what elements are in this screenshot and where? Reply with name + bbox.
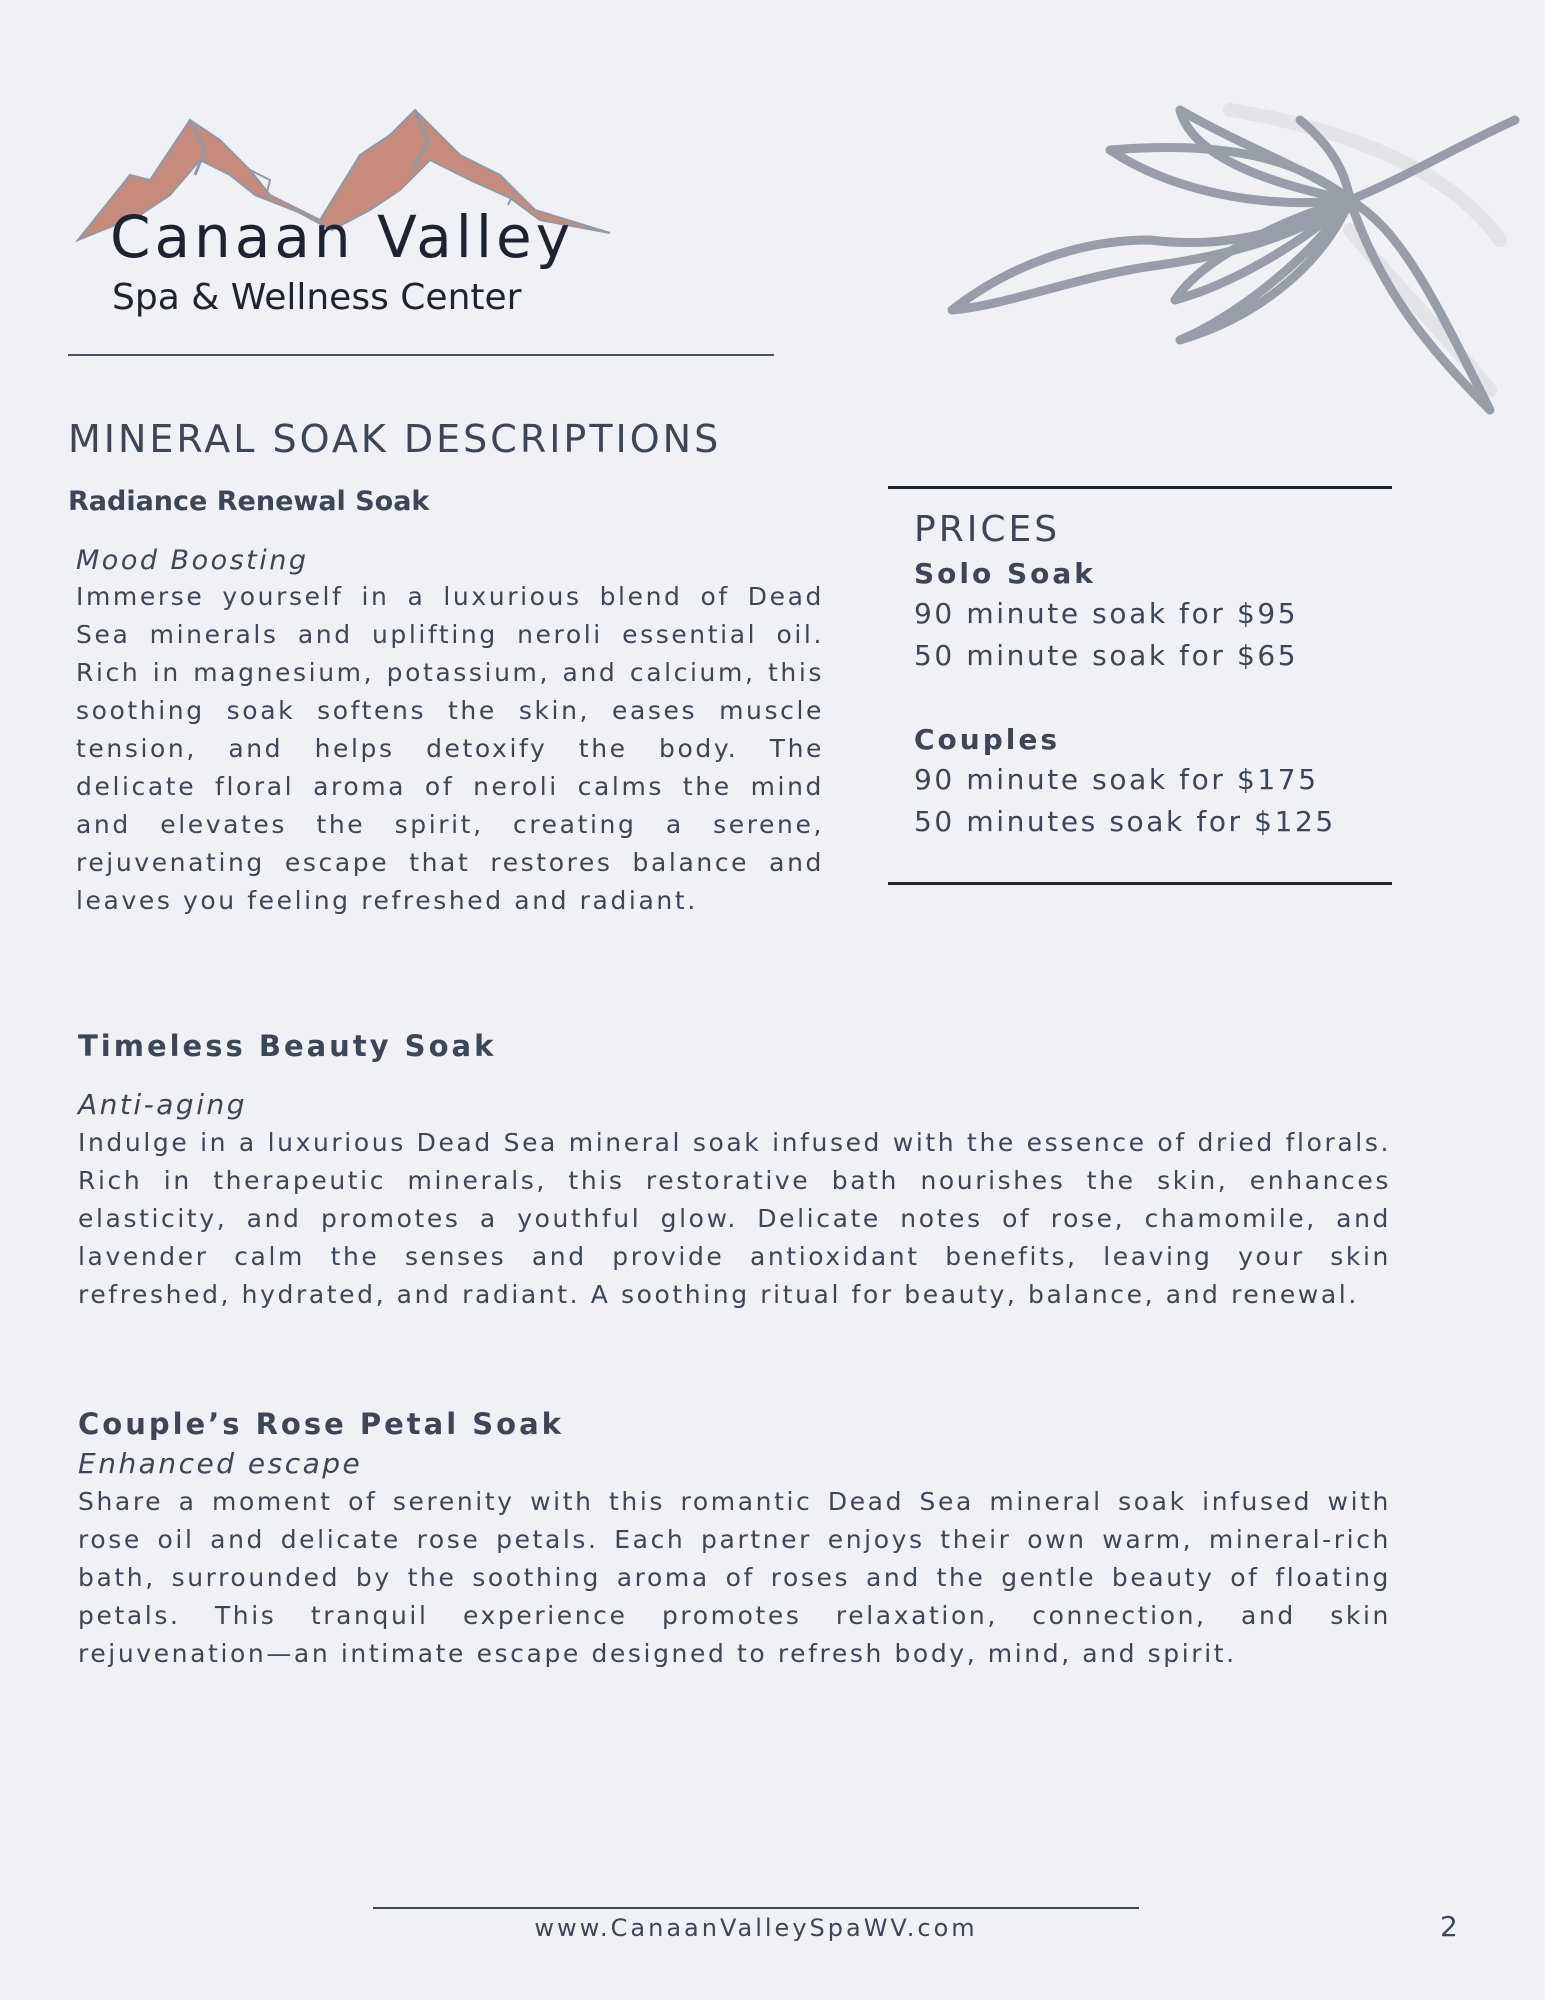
soak-title-radiance-renewal: Radiance Renewal Soak (68, 486, 430, 517)
soak-title-couples-rose-petal: Couple’s Rose Petal Soak (78, 1407, 564, 1441)
price-line: 50 minutes soak for $125 (914, 805, 1336, 838)
header-divider (68, 354, 774, 356)
logo-title: Canaan Valley (110, 203, 575, 271)
footer-divider (373, 1907, 1139, 1909)
price-group-couples: Couples (914, 723, 1061, 756)
leaf-branch-icon (930, 90, 1530, 430)
section-heading: MINERAL SOAK DESCRIPTIONS (68, 417, 722, 461)
soak-tag-timeless-beauty: Anti-aging (78, 1088, 247, 1121)
soak-description-couples-rose-petal: Share a moment of serenity with this romantic Dead Sea mineral soak infused with rose oil and delicate rose petals. Each partner enjoys their own warm, mineral-rich bath, surrounded by the soothing aroma of roses and the gentle beauty of floating petals. This tranquil experience promotes relaxation, connection, and skin rejuvenation—an intimate escape designed to refresh body, mind, and spirit. (78, 1487, 1391, 1668)
logo-subtitle: Spa & Wellness Center (112, 277, 522, 318)
soak-description-timeless-beauty: Indulge in a luxurious Dead Sea mineral soak infused with the essence of dried florals. Rich in therapeutic minerals, this restorative bath nourishes the skin, enhances elasticity, and promotes a youthful glow. Delicate notes of rose, chamomile, and lavender calm the senses and provide antioxidant benefits, leaving your skin refreshed, hydrated, and radiant. A soothing ritual for beauty, balance, and renewal. (78, 1128, 1391, 1309)
soak-tag-couples-rose-petal: Enhanced escape (78, 1447, 363, 1480)
price-line: 90 minute soak for $95 (914, 597, 1299, 630)
soak-title-timeless-beauty: Timeless Beauty Soak (78, 1029, 497, 1063)
price-line: 50 minute soak for $65 (914, 639, 1299, 672)
prices-title: PRICES (914, 509, 1061, 550)
prices-box (888, 486, 1392, 886)
price-group-solo: Solo Soak (914, 557, 1096, 590)
footer-website-link[interactable]: www.CanaanValleySpaWV.com (534, 1914, 978, 1942)
logo (70, 80, 710, 340)
page-number: 2 (1440, 1910, 1458, 1943)
prices-bottom-divider (888, 882, 1392, 885)
prices-top-divider (888, 486, 1392, 489)
soak-description-radiance-renewal: Immerse yourself in a luxurious blend of Dead Sea minerals and uplifting neroli essential oil. Rich in magnesium, potassium, and calcium, this soothing soak softens the skin, eases muscle tension, and helps detoxify the body. The delicate floral aroma of neroli calms the mind and elevates the spirit, creating a serene, rejuvenating escape that restores balance and leaves you feeling refreshed and radiant. (76, 582, 824, 915)
soak-tag-radiance-renewal: Mood Boosting (76, 545, 309, 576)
price-line: 90 minute soak for $175 (914, 763, 1319, 796)
